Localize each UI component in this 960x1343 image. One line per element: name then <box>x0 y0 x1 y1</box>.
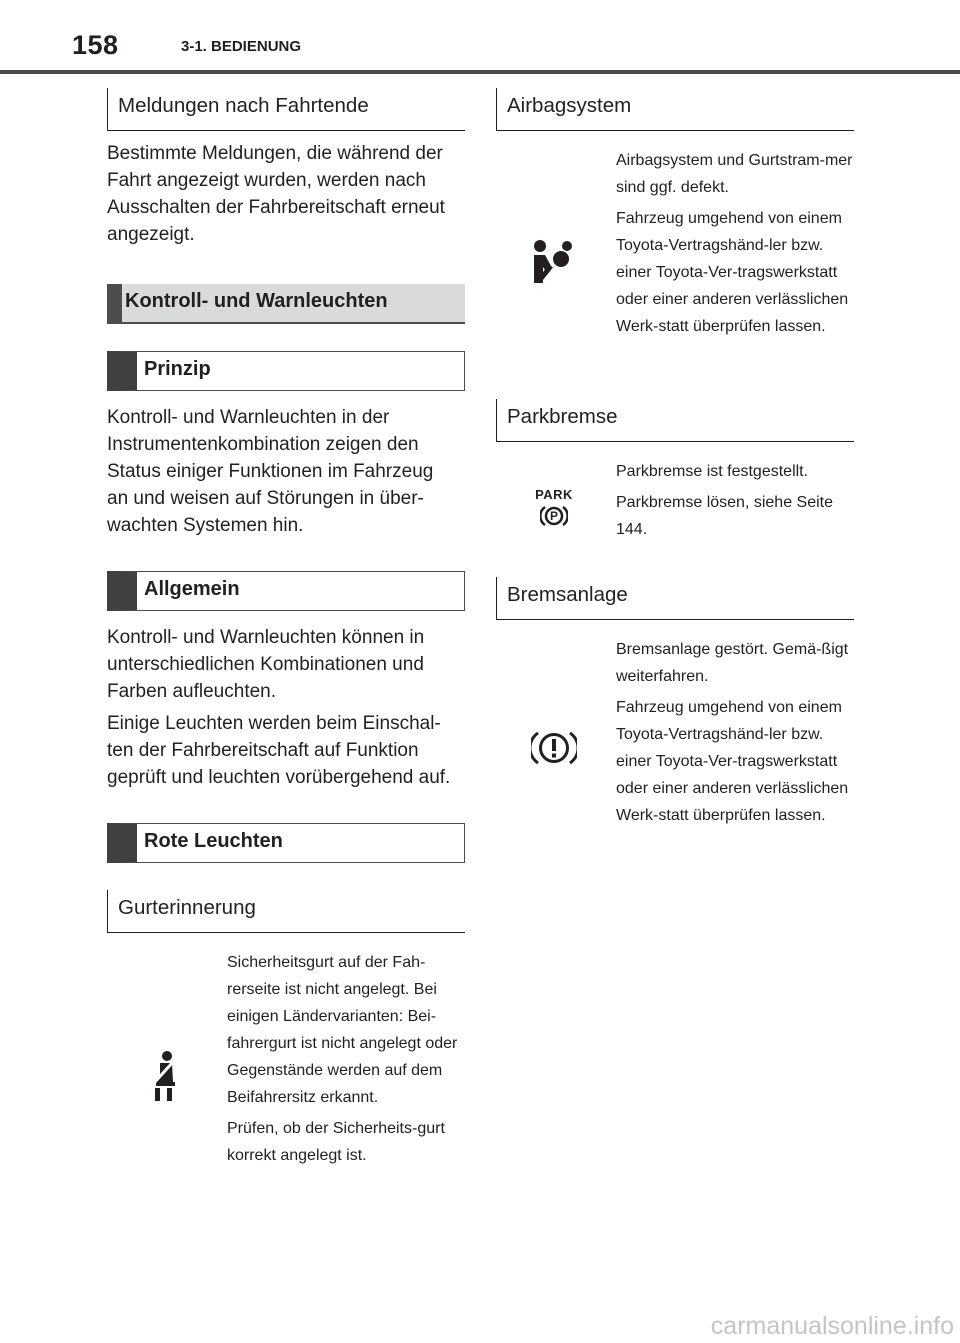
left-column <box>107 88 465 1198</box>
gurterinnerung-text <box>227 949 467 1173</box>
parkbremse-heading-text: Parkbremse <box>507 405 618 428</box>
airbag-heading <box>496 88 854 131</box>
gurterinnerung-heading <box>107 890 465 933</box>
prinzip-heading-text: Prinzip <box>144 358 211 380</box>
park-icon-label: PARK <box>535 487 573 502</box>
section-heading-text: Kontroll- und Warnleuchten <box>125 290 388 312</box>
watermark: carmanualsonline.info <box>710 1312 954 1340</box>
airbag-text-2: Fahrzeug umgehend von einem Toyota-Vertragshänd-ler bzw. einer Toyota-Ver-tragswerkstatt oder einer anderen verlässlichen Werk-statt überprüfen lassen. <box>616 210 849 335</box>
header-rule <box>0 70 960 74</box>
parkbremse-text-2: Parkbremse lösen, siehe Seite 144. <box>616 494 833 538</box>
brake-warning-icon <box>531 730 577 771</box>
park-icon-circle <box>540 504 568 528</box>
allgemein-text-2: Einige Leuchten werden beim Einschal-ten der Fahrbereitschaft auf Funktion geprüft und leuchten vorübergehend auf. <box>107 713 451 788</box>
prinzip-heading <box>107 351 465 391</box>
bremsanlage-text <box>616 636 856 833</box>
bremsanlage-row <box>496 620 854 865</box>
parkbremse-heading <box>496 399 854 442</box>
section-heading <box>107 284 465 324</box>
bremsanlage-heading <box>496 577 854 620</box>
airbag-text-1: Airbagsystem und Gurtstram-mer sind ggf. defekt. <box>616 152 853 196</box>
right-column <box>496 88 854 865</box>
meldungen-heading <box>107 88 465 131</box>
gurterinnerung-heading-text: Gurterinnerung <box>118 896 256 919</box>
airbag-icon <box>531 239 575 290</box>
prinzip-text: Kontroll- und Warnleuchten in der Instrumentenkombination zeigen den Status einiger Funktionen im Fahrzeug an und weisen auf Störungen in über-wachten Systemen hin. <box>107 407 434 536</box>
chapter-title: 3-1. BEDIENUNG <box>181 38 302 55</box>
airbag-row <box>496 131 854 399</box>
park-icon-letter: P <box>549 509 558 523</box>
gurterinnerung-row <box>107 933 465 1198</box>
airbag-heading-text: Airbagsystem <box>507 94 632 117</box>
rote-leuchten-heading-text: Rote Leuchten <box>144 830 283 852</box>
allgemein-heading <box>107 571 465 611</box>
allgemein-text-1: Kontroll- und Warnleuchten können in unterschiedlichen Kombinationen und Farben aufleuchten. <box>107 627 425 702</box>
gurterinnerung-text-2: Prüfen, ob der Sicherheits-gurt korrekt angelegt ist. <box>227 1120 445 1164</box>
meldungen-heading-text: Meldungen nach Fahrtende <box>118 94 369 117</box>
airbag-text <box>616 147 856 344</box>
park-brake-icon <box>534 488 574 528</box>
bremsanlage-text-2: Fahrzeug umgehend von einem Toyota-Vertragshänd-ler bzw. einer Toyota-Ver-tragswerkstatt oder einer anderen verlässlichen Werk-statt überprüfen lassen. <box>616 699 849 824</box>
gurterinnerung-text-1: Sicherheitsgurt auf der Fah-rerseite ist nicht angelegt. Bei einigen Ländervarianten: Bei-fahrergurt ist nicht angelegt oder Gegenstände werden auf dem Beifahrersitz erkannt. <box>227 954 458 1106</box>
bremsanlage-text-1: Bremsanlage gestört. Gemä-ßigt weiterfahren. <box>616 641 849 685</box>
seatbelt-icon <box>151 1050 179 1107</box>
rote-leuchten-heading <box>107 823 465 863</box>
allgemein-heading-text: Allgemein <box>144 578 240 600</box>
parkbremse-row <box>496 442 854 577</box>
meldungen-text: Bestimmte Meldungen, die während der Fahrt angezeigt wurden, werden nach Ausschalten der Fahrbereitschaft erneut angezeigt. <box>107 143 445 245</box>
bremsanlage-heading-text: Bremsanlage <box>507 583 628 606</box>
page-number: 158 <box>72 30 119 60</box>
parkbremse-text <box>616 458 856 547</box>
parkbremse-text-1: Parkbremse ist festgestellt. <box>616 463 809 480</box>
